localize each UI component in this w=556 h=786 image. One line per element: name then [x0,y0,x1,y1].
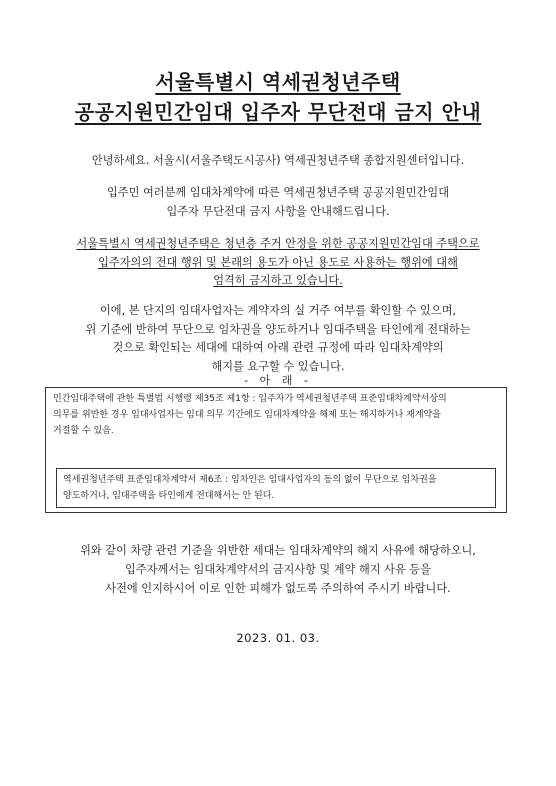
inspection-line: 위 기준에 반하여 무단으로 임차권을 양도하거나 임대주택을 타인에게 전대하는 [85,322,471,336]
intro-paragraph [0,184,556,221]
greeting-text: 안녕하세요. 서울시(서울주택도시공사) 역세권청년주택 종합지원센터입니다. [91,154,465,167]
inspection-line: 해지를 요구할 수 있습니다. [211,359,345,373]
law-line: 거절할 수 있음. [53,426,114,436]
prohibition-notice [0,235,556,291]
closing-paragraph [0,541,556,598]
law-line: 민간임대주택에 관한 특별법 시행령 제35조 제1항 : 입주자가 역세권청년주택 표준임대차계약서상의 [53,394,447,404]
title-line-1: 서울특별시 역세권청년주택 [155,70,401,94]
inspection-line: 것으로 확인되는 세대에 대하여 아래 관련 규정에 따라 임대차계약의 [112,341,444,354]
inspection-line: 이에, 본 단지의 임대사업자는 계약자의 실 거주 여부를 확인할 수 있으며, [99,304,457,317]
notice-line: 입주자의의 전대 행위 및 본래의 용도가 아닌 용도로 사용하는 행위에 대해 [98,255,458,269]
greeting-paragraph [0,152,556,171]
notice-date: 2023. 01. 03. [236,631,320,645]
closing-line: 입주자께서는 임대차계약서의 금지사항 및 계약 해지 사유 등을 [125,563,431,576]
closing-line: 위와 같이 차량 관련 기준을 위반한 세대는 임대차계약의 해지 사유에 해당하오니, [80,544,476,557]
notice-line: 엄격히 금지하고 있습니다. [213,274,343,287]
closing-line: 사전에 인지하시어 이로 인한 피해가 없도록 주의하여 주시기 바랍니다. [105,582,451,595]
intro-line: 입주자 무단전대 금지 사항을 안내해드립니다. [166,204,390,218]
clause-line: 역세권청년주택 표준임대차계약서 제6조 : 임차인은 임대사업자의 동의 없이 무단으로 임차권을 [63,475,437,485]
title-line-2: 공공지원민간임대 입주자 무단전대 금지 안내 [74,100,482,124]
section-divider: - 아 래 - [244,374,312,387]
intro-line: 입주민 여러분께 임대차계약에 따른 역세권청년주택 공공지원민간임대 [107,186,449,199]
contract-clause-box [56,468,496,508]
law-box [45,387,507,513]
notice-line: 서울특별시 역세권청년주택은 청년층 주거 안정을 위한 공공지원민간임대 주택으로 [76,237,480,250]
inspection-paragraph [0,302,556,376]
law-line: 의무를 위반한 경우 임대사업자는 임대 의무 기간에도 임대차계약을 해제 또는 해지하거나 재계약을 [53,410,441,420]
clause-line: 양도하거나, 임대주택을 타인에게 전대해서는 안 된다. [63,491,275,501]
